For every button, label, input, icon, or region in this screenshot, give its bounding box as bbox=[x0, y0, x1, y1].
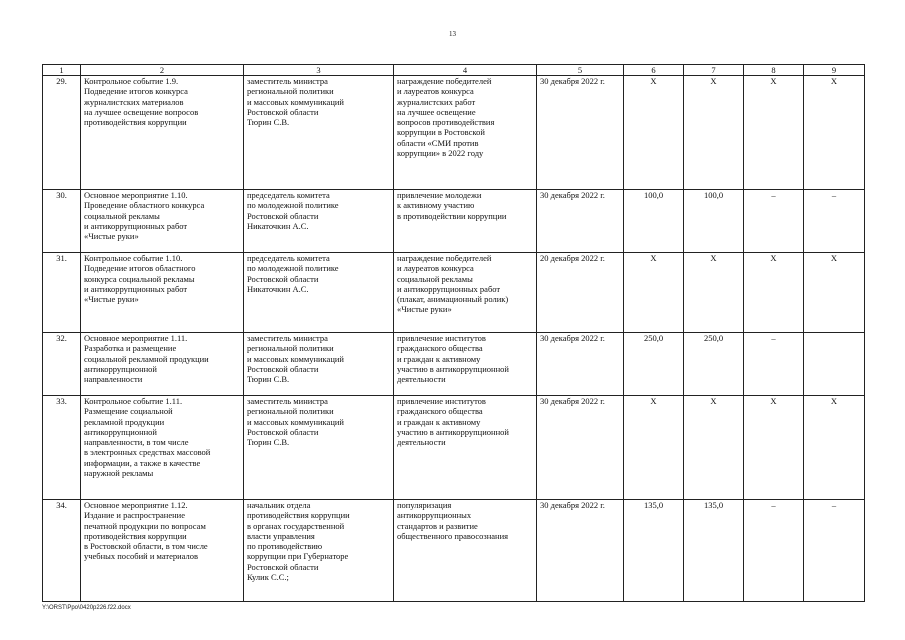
row-number: 30. bbox=[43, 190, 81, 253]
value-cell-6: 135,0 bbox=[624, 500, 684, 602]
value-cell-8: X bbox=[744, 76, 804, 190]
value-cell-9: X bbox=[804, 396, 865, 500]
result-cell: награждение победителей и лауреатов конкурса журналистских работ на лучшее освещение вопросов противодействия коррупции в Ростовской области «СМИ против коррупции» в 2022 году bbox=[394, 76, 537, 190]
value-cell-7: 250,0 bbox=[684, 333, 744, 396]
column-header: 9 bbox=[804, 65, 865, 76]
value-cell-8: – bbox=[744, 190, 804, 253]
value-cell-7: X bbox=[684, 76, 744, 190]
date-cell: 30 декабря 2022 г. bbox=[537, 333, 624, 396]
value-cell-7: 100,0 bbox=[684, 190, 744, 253]
column-number-header bbox=[43, 65, 865, 76]
file-path-footer: Y:\ORST\Ppo\0420p226.f22.docx bbox=[42, 605, 131, 611]
event-cell: Основное мероприятие 1.12. Издание и распространение печатной продукции по вопросам противодействия коррупции в Ростовской области, в том числе учебных пособий и материалов bbox=[81, 500, 244, 602]
date-cell: 30 декабря 2022 г. bbox=[537, 190, 624, 253]
date-cell: 20 декабря 2022 г. bbox=[537, 253, 624, 333]
date-cell: 30 декабря 2022 г. bbox=[537, 396, 624, 500]
result-cell: популяризация антикоррупционных стандартов и развитие общественного правосознания bbox=[394, 500, 537, 602]
value-cell-6: X bbox=[624, 76, 684, 190]
table-row bbox=[43, 190, 865, 253]
column-header: 3 bbox=[244, 65, 394, 76]
row-number: 32. bbox=[43, 333, 81, 396]
event-cell: Основное мероприятие 1.11. Разработка и размещение социальной рекламной продукции антикоррупционной направленности bbox=[81, 333, 244, 396]
value-cell-8: – bbox=[744, 500, 804, 602]
event-cell: Контрольное событие 1.10. Подведение итогов областного конкурса социальной рекламы и антикоррупционных работ «Чистые руки» bbox=[81, 253, 244, 333]
table-row bbox=[43, 396, 865, 500]
column-header: 4 bbox=[394, 65, 537, 76]
column-header: 6 bbox=[624, 65, 684, 76]
date-cell: 30 декабря 2022 г. bbox=[537, 76, 624, 190]
value-cell-9: X bbox=[804, 76, 865, 190]
row-number: 31. bbox=[43, 253, 81, 333]
responsible-cell: начальник отдела противодействия коррупции в органах государственной власти управления по противодействию коррупции при Губернаторе Ростовской области Кулик С.С.; bbox=[244, 500, 394, 602]
table-row bbox=[43, 76, 865, 190]
page-number: 13 bbox=[449, 30, 456, 38]
column-header: 1 bbox=[43, 65, 81, 76]
value-cell-7: X bbox=[684, 253, 744, 333]
row-number: 34. bbox=[43, 500, 81, 602]
result-cell: привлечение молодежи к активному участию в противодействии коррупции bbox=[394, 190, 537, 253]
date-cell: 30 декабря 2022 г. bbox=[537, 500, 624, 602]
value-cell-9 bbox=[804, 333, 865, 396]
row-number: 29. bbox=[43, 76, 81, 190]
value-cell-8: – bbox=[744, 333, 804, 396]
result-cell: привлечение институтов гражданского общества и граждан к активному участию в антикоррупционной деятельности bbox=[394, 333, 537, 396]
responsible-cell: заместитель министра региональной политики и массовых коммуникаций Ростовской области Тюрин С.В. bbox=[244, 396, 394, 500]
value-cell-7: 135,0 bbox=[684, 500, 744, 602]
value-cell-9: X bbox=[804, 253, 865, 333]
value-cell-9: – bbox=[804, 190, 865, 253]
value-cell-7: X bbox=[684, 396, 744, 500]
value-cell-6: 100,0 bbox=[624, 190, 684, 253]
column-header: 8 bbox=[744, 65, 804, 76]
event-cell: Основное мероприятие 1.10. Проведение областного конкурса социальной рекламы и антикоррупционных работ «Чистые руки» bbox=[81, 190, 244, 253]
responsible-cell: заместитель министра региональной политики и массовых коммуникаций Ростовской области Тюрин С.В. bbox=[244, 333, 394, 396]
responsible-cell: заместитель министра региональной политики и массовых коммуникаций Ростовской области Тюрин С.В. bbox=[244, 76, 394, 190]
event-cell: Контрольное событие 1.9. Подведение итогов конкурса журналистских материалов на лучшее освещение вопросов противодействия коррупции bbox=[81, 76, 244, 190]
value-cell-6: 250,0 bbox=[624, 333, 684, 396]
value-cell-6: X bbox=[624, 396, 684, 500]
responsible-cell: председатель комитета по молодежной политике Ростовской области Никаточкин А.С. bbox=[244, 253, 394, 333]
plan-table bbox=[42, 64, 865, 602]
table-row bbox=[43, 253, 865, 333]
value-cell-9: – bbox=[804, 500, 865, 602]
column-header: 2 bbox=[81, 65, 244, 76]
event-cell: Контрольное событие 1.11. Размещение социальной рекламной продукции антикоррупционной направленности, в том числе в электронных средствах массовой информации, а также в качестве наружной рекламы bbox=[81, 396, 244, 500]
column-header: 5 bbox=[537, 65, 624, 76]
table-row bbox=[43, 500, 865, 602]
column-header: 7 bbox=[684, 65, 744, 76]
table-row bbox=[43, 333, 865, 396]
responsible-cell: председатель комитета по молодежной политике Ростовской области Никаточкин А.С. bbox=[244, 190, 394, 253]
value-cell-8: X bbox=[744, 396, 804, 500]
result-cell: привлечение институтов гражданского общества и граждан к активному участию в антикоррупционной деятельности bbox=[394, 396, 537, 500]
value-cell-6: X bbox=[624, 253, 684, 333]
result-cell: награждение победителей и лауреатов конкурса социальной рекламы и антикоррупционных работ (плакат, анимационный ролик) «Чистые руки» bbox=[394, 253, 537, 333]
row-number: 33. bbox=[43, 396, 81, 500]
value-cell-8: X bbox=[744, 253, 804, 333]
